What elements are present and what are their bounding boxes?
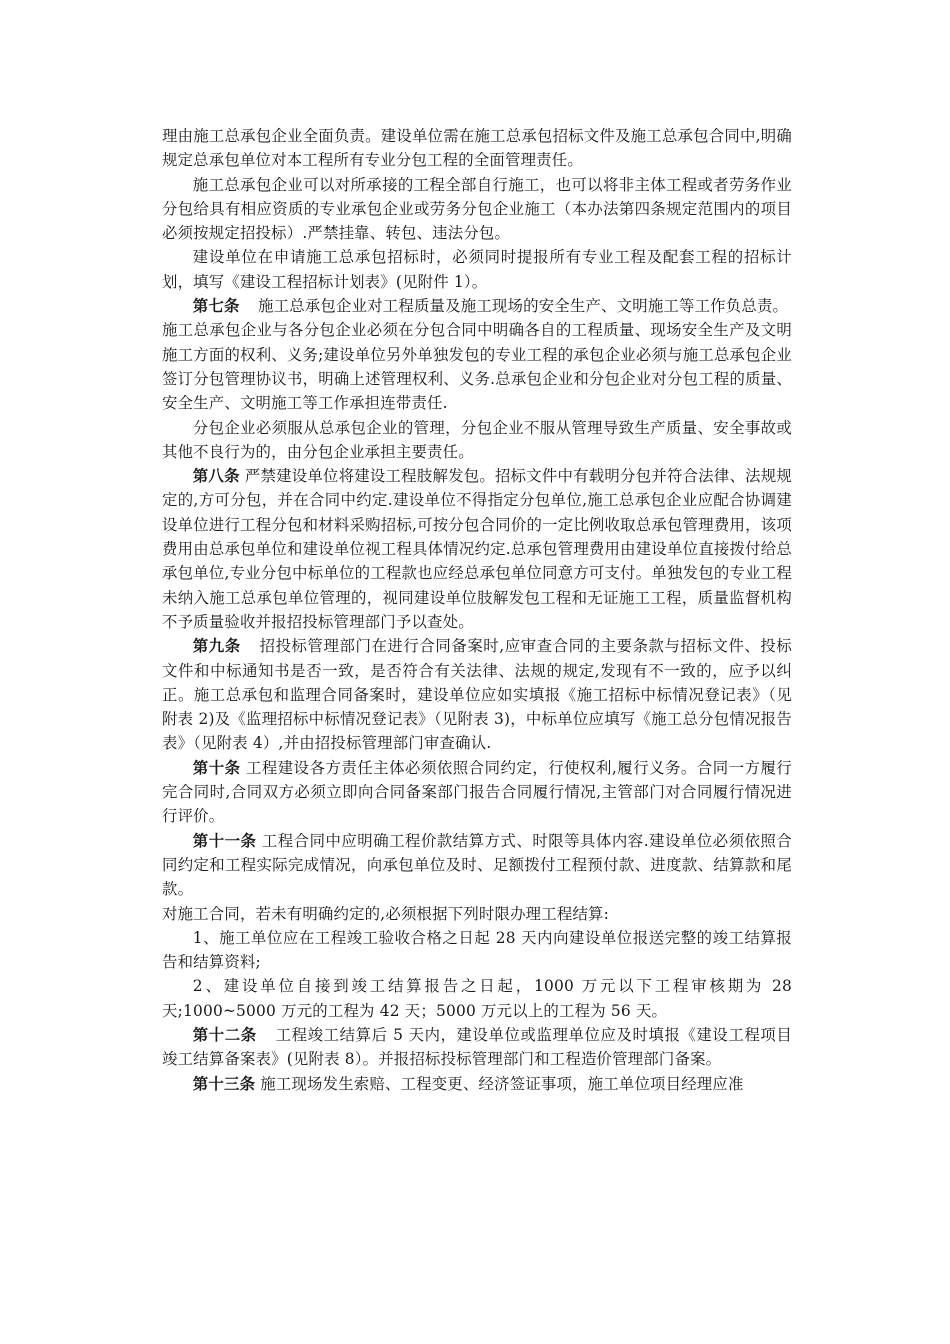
article-label: 第十一条 bbox=[192, 831, 257, 850]
body-paragraph bbox=[162, 902, 792, 926]
body-paragraph bbox=[162, 318, 792, 415]
body-paragraph bbox=[162, 124, 792, 173]
article-paragraph bbox=[162, 829, 792, 902]
body-paragraph bbox=[162, 416, 792, 465]
article-paragraph bbox=[162, 1023, 792, 1072]
article-paragraph bbox=[162, 756, 792, 829]
paragraph-text: 理由施工总承包企业全面负责。建设单位需在施工总承包招标文件及施工总承包合同中,明确规定总承包单位对本工程所有专业分包工程的全面管理责任。 bbox=[162, 127, 792, 170]
body-paragraph bbox=[162, 173, 792, 246]
paragraph-text: 招投标管理部门在进行合同备案时,应审查合同的主要条款与招标文件、投标文件和中标通知书是否一致，是否符合有关法律、法规的规定,发现有不一致的，应予以纠正。施工总承包和监理合同备案时，建设单位应如实填报《施工招标中标情况登记表》（见附表 2)及《监理招标中标情况登记表》（见附表 3)，中标单位应填写《施工总分包情况报告表》（见附表 4）,并由招投标管理部门审查确认. bbox=[162, 637, 792, 753]
article-label: 第九条 bbox=[192, 637, 241, 656]
paragraph-text: 施工总承包企业与各分包企业必须在分包合同中明确各自的工程质量、现场安全生产及文明施工方面的权利、义务;建设单位另外单独发包的专业工程的承包企业必须与施工总承包企业签订分包管理协议书，明确上述管理权利、义务.总承包企业和分包企业对分包工程的质量、安全生产、文明施工等工作承担连带责任. bbox=[162, 321, 792, 413]
body-paragraph bbox=[162, 926, 792, 975]
paragraph-text: 工程建设各方责任主体必须依照合同约定，行使权利,履行义务。合同一方履行完合同时,合同双方必须立即向合同备案部门报告合同履行情况,主管部门对合同履行情况进行评价。 bbox=[162, 758, 792, 826]
paragraph-text: 2、建设单位自接到竣工结算报告之日起，1000 万元以下工程审核期为 28 天;1000~5000 万元的工程为 42 天；5000 万元以上的工程为 56 天。 bbox=[162, 977, 792, 1020]
paragraph-text: 对施工合同，若未有明确约定的,必须根据下列时限办理工程结算: bbox=[162, 904, 610, 923]
article-label: 第八条 bbox=[192, 467, 240, 486]
article-paragraph bbox=[162, 1072, 792, 1096]
body-paragraph bbox=[162, 245, 792, 294]
document-body bbox=[162, 124, 792, 1096]
paragraph-text: 工程合同中应明确工程价款结算方式、时限等具体内容.建设单位必须依照合同约定和工程实际完成情况，向承包单位及时、足额拨付工程预付款、进度款、结算款和尾款。 bbox=[162, 831, 792, 899]
article-paragraph bbox=[162, 294, 792, 318]
paragraph-text: 施工总承包企业可以对所承接的工程全部自行施工，也可以将非主体工程或者劳务作业分包给具有相应资质的专业承包企业或劳务分包企业施工（本办法第四条规定范围内的项目必须按规定招投标）.严禁挂靠、转包、违法分包。 bbox=[162, 175, 792, 243]
article-label: 第十三条 bbox=[192, 1074, 256, 1093]
article-label: 第十二条 bbox=[192, 1025, 257, 1044]
paragraph-text: 1、施工单位应在工程竣工验收合格之日起 28 天内向建设单位报送完整的竣工结算报告和结算资料; bbox=[162, 928, 792, 972]
paragraph-text: 建设单位在申请施工总承包招标时，必须同时提报所有专业工程及配套工程的招标计划，填写《建设工程招标计划表》(见附件 1）。 bbox=[162, 248, 792, 291]
article-paragraph bbox=[162, 464, 792, 634]
article-label: 第十条 bbox=[192, 758, 241, 777]
article-label: 第七条 bbox=[192, 297, 240, 316]
body-paragraph bbox=[162, 974, 792, 1023]
paragraph-text: 工程竣工结算后 5 天内，建设单位或监理单位应及时填报《建设工程项目竣工结算备案表》(见附表 8）。并报招标投标管理部门和工程造价管理部门备案。 bbox=[162, 1025, 792, 1069]
paragraph-text: 严禁建设单位将建设工程肢解发包。招标文件中有载明分包并符合法律、法规规定的,方可分包，并在合同中约定.建设单位不得指定分包单位,施工总承包企业应配合协调建设单位进行工程分包和材料采购招标,可按分包合同价的一定比例收取总承包管理费用，该项费用由总承包单位和建设单位视工程具体情况约定.总承包管理费用由建设单位直接拨付给总承包单位,专业分包中标单位的工程款也应经总承包单位同意方可支付。单独发包的专业工程未纳入施工总承包单位管理的，视同建设单位肢解发包工程和无证施工工程，质量监督机构不予质量验收并报招投标管理部门予以查处。 bbox=[162, 467, 792, 631]
paragraph-text: 施工总承包企业对工程质量及施工现场的安全生产、文明施工等工作负总责。 bbox=[258, 297, 789, 316]
article-paragraph bbox=[162, 634, 792, 755]
paragraph-text: 施工现场发生索赔、工程变更、经济签证事项，施工单位项目经理应准 bbox=[255, 1074, 744, 1093]
paragraph-text: 分包企业必须服从总承包企业的管理，分包企业不服从管理导致生产质量、安全事故或其他不良行为的，由分包企业承担主要责任。 bbox=[162, 418, 792, 461]
